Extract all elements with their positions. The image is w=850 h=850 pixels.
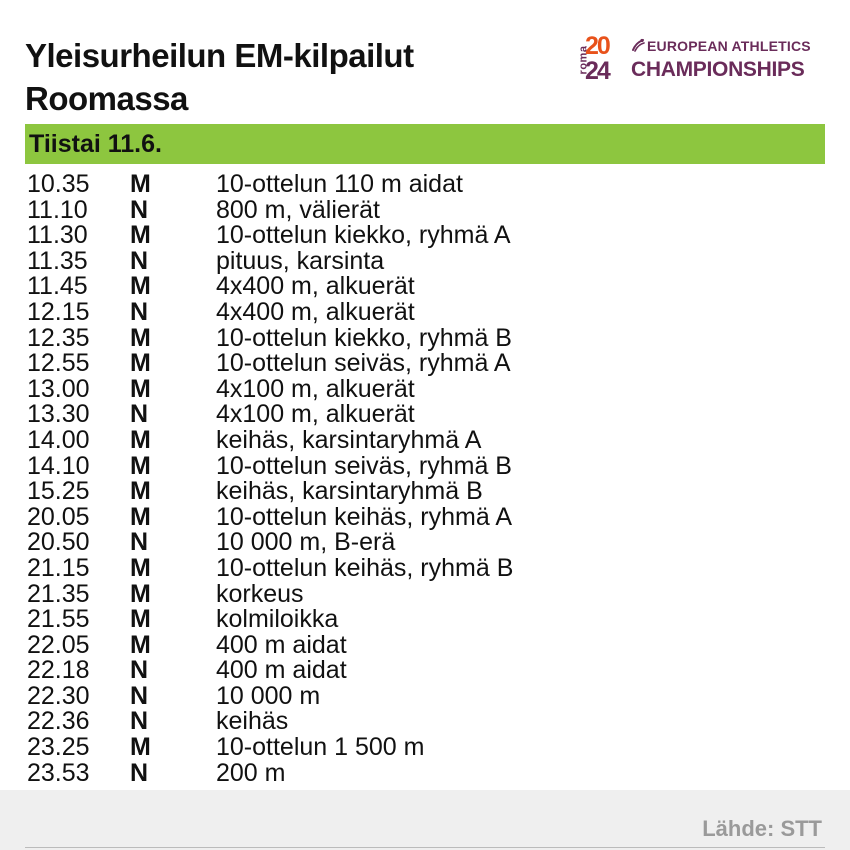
event-gender: M [130,374,151,403]
event-name: 10-ottelun kiekko, ryhmä B [216,323,512,352]
event-name: keihäs, karsintaryhmä A [216,425,482,454]
event-name: 800 m, välierät [216,195,380,224]
event-name: 10-ottelun seiväs, ryhmä A [216,349,511,378]
event-time: 12.35 [27,323,90,352]
event-time: 20.05 [27,502,90,531]
event-name: 400 m aidat [216,630,347,659]
schedule-row [25,758,825,787]
roma-2024-logo-mark [573,34,629,86]
schedule-row [25,479,825,505]
event-name: 4x100 m, alkuerät [216,374,415,403]
event-gender: N [130,246,149,275]
schedule-row [25,274,825,300]
schedule-row [25,172,825,198]
event-time: 20.50 [27,528,90,557]
event-gender: M [130,451,151,480]
schedule-row [25,351,825,377]
event-time: 13.00 [27,374,90,403]
schedule-row [25,425,825,454]
event-name: 4x400 m, alkuerät [216,297,415,326]
event-gender: M [130,477,151,506]
event-name: 10 000 m, B-erä [216,528,396,557]
event-time: 15.25 [27,477,90,506]
championships-logo [573,34,828,86]
footer [0,790,850,850]
logo-year-bottom: 24 [585,57,609,85]
event-gender: M [130,170,151,198]
event-time: 11.35 [27,246,88,275]
event-name: 200 m [216,758,286,787]
event-time: 23.53 [27,758,90,787]
event-gender: M [130,425,151,454]
event-name: 400 m aidat [216,656,347,685]
event-name: 10-ottelun 1 500 m [216,733,425,762]
event-time: 14.10 [27,451,90,480]
event-time: 22.30 [27,681,90,710]
schedule-row [25,195,825,224]
schedule-row [25,323,825,352]
event-name: keihäs, karsintaryhmä B [216,477,483,506]
schedule-row [25,579,825,608]
schedule-row [25,735,825,761]
schedule-row [25,681,825,710]
event-name: 10-ottelun seiväs, ryhmä B [216,451,512,480]
footer-divider [25,847,825,848]
source-credit: Lähde: STT [702,816,822,841]
event-time: 10.35 [27,170,90,198]
event-gender: M [130,272,151,301]
event-time: 22.05 [27,630,90,659]
logo-line-european-athletics: EUROPEAN ATHLETICS [647,38,811,54]
event-name: kolmiloikka [216,605,339,634]
logo-year-top: 20 [585,32,609,60]
event-time: 12.55 [27,349,90,378]
page-title: Yleisurheilun EM-kilpailut Roomassa [25,37,414,117]
event-time: 13.30 [27,400,90,429]
event-gender: N [130,707,149,736]
event-gender: M [130,349,151,378]
schedule-row [25,502,825,531]
event-time: 21.55 [27,605,90,634]
schedule-row [25,553,825,582]
event-time: 21.35 [27,579,90,608]
event-name: pituus, karsinta [216,246,385,275]
event-time: 12.15 [27,297,90,326]
event-time: 14.00 [27,425,90,454]
event-name: 10-ottelun keihäs, ryhmä B [216,553,514,582]
event-gender: M [130,502,151,531]
event-gender: M [130,630,151,659]
day-header-band [25,124,825,164]
event-gender: N [130,656,149,685]
schedule-row [25,451,825,480]
event-time: 23.25 [27,733,90,762]
event-gender: M [130,579,151,608]
day-label: Tiistai 11.6. [29,130,162,158]
event-name: 10-ottelun keihäs, ryhmä A [216,502,512,531]
event-time: 11.45 [27,272,88,301]
event-gender: N [130,758,149,787]
event-time: 11.30 [27,221,88,250]
event-name: 4x100 m, alkuerät [216,400,415,429]
event-gender: N [130,681,149,710]
event-gender: M [130,323,151,352]
schedule-row [25,658,825,684]
logo-roma-text: roma [577,45,590,75]
event-time: 22.18 [27,656,90,685]
event-gender: N [130,297,149,326]
schedule-row [25,402,825,428]
event-gender: N [130,195,149,224]
event-name: 10 000 m [216,681,321,710]
event-name: 10-ottelun kiekko, ryhmä A [216,221,511,250]
logo-line-championships: CHAMPIONSHIPS [631,58,805,81]
schedule-list [25,172,825,786]
event-name: 4x400 m, alkuerät [216,272,415,301]
event-time: 21.15 [27,553,90,582]
event-time: 22.36 [27,707,90,736]
event-name: keihäs [216,707,289,736]
event-gender: N [130,400,149,429]
schedule-row [25,297,825,326]
event-time: 11.10 [27,195,88,224]
schedule-row [25,607,825,633]
event-gender: M [130,221,151,250]
schedule-row [25,709,825,735]
event-gender: M [130,553,151,582]
schedule-row [25,246,825,275]
schedule-row [25,530,825,556]
schedule-row [25,630,825,659]
event-name: 10-ottelun 110 m aidat [216,170,463,198]
event-gender: M [130,605,151,634]
schedule-row [25,374,825,403]
event-gender: N [130,528,149,557]
schedule-row [25,223,825,249]
event-name: korkeus [216,579,304,608]
event-gender: M [130,733,151,762]
european-athletics-icon [631,38,645,52]
